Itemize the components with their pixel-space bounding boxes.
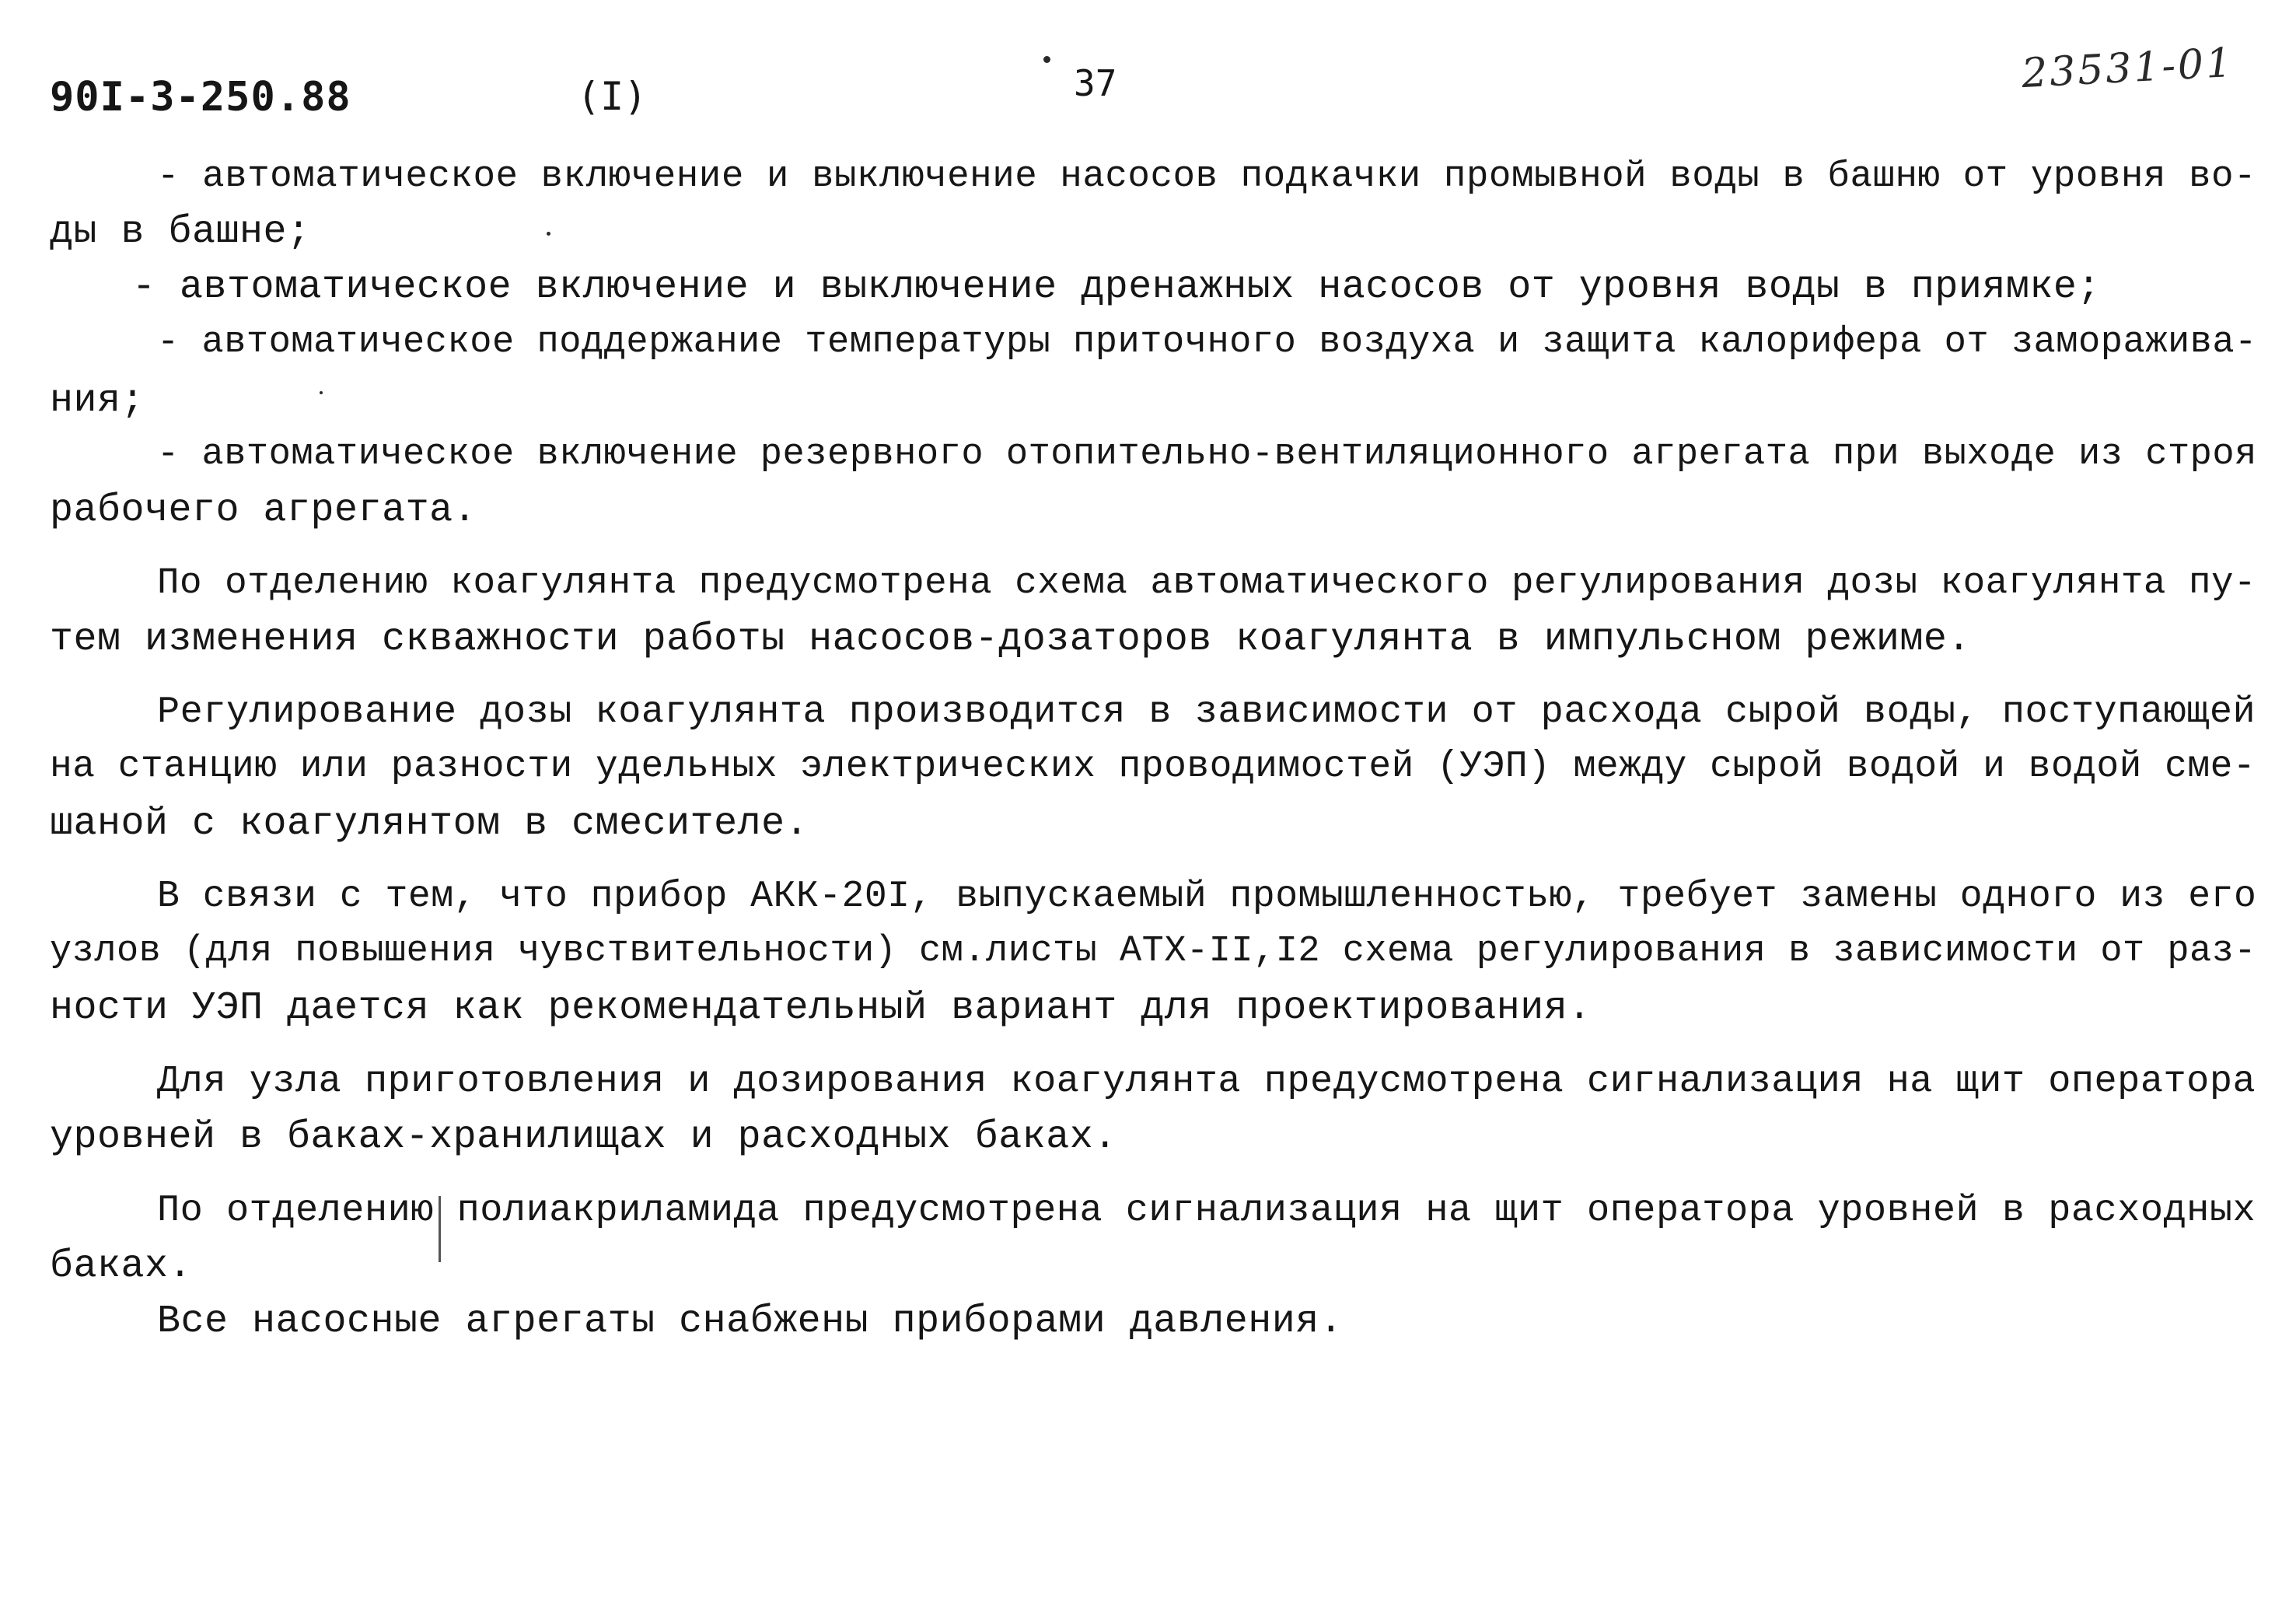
text-line: шаной с коагулянтом в смесителе. (50, 802, 809, 846)
text-line: узлов (для повышения чувствительности) см.листы АТХ-II,I2 схема регулирования в зависимости от раз- (50, 931, 2257, 972)
document-part: (I) (577, 74, 648, 119)
text-line: - автоматическое поддержание температуры приточного воздуха и защита калорифера от заморажива- (157, 322, 2257, 363)
text-line: уровней в баках-хранилищах и расходных баках. (50, 1115, 1117, 1160)
text-line: рабочего агрегата. (50, 488, 477, 533)
text-line: ды в башне; (50, 210, 311, 254)
text-line: Регулирование дозы коагулянта производится в зависимости от расхода сырой воды, поступающей (157, 691, 2256, 733)
ink-dot (547, 232, 550, 236)
text-line: По отделению коагулянта предусмотрена схема автоматического регулирования дозы коагулянта пу- (157, 562, 2257, 604)
text-line: - автоматическое включение резервного отопительно-вентиляционного агрегата при выходе из строя (157, 434, 2257, 475)
text-line: ности УЭП дается как рекомендательный вариант для проектирования. (50, 986, 1592, 1030)
text-line: тем изменения скважности работы насосов-дозаторов коагулянта в импульсном режиме. (50, 617, 1971, 662)
text-line: Все насосные агрегаты снабжены приборами давления. (157, 1299, 1344, 1344)
ink-dot (320, 391, 323, 394)
text-line: - автоматическое включение и выключение дренажных насосов от уровня воды в приямке; (132, 265, 2101, 310)
text-line: баках. (50, 1244, 193, 1289)
text-line: В связи с тем, что прибор АКК-20I, выпускаемый промышленностью, требует замены одного из его (157, 876, 2257, 918)
text-line: ния; (50, 379, 145, 423)
handwritten-number: 23531-01 (2020, 39, 2235, 98)
text-line: на станцию или разности удельных электрических проводимостей (УЭП) между сырой водой и водой сме- (50, 746, 2256, 788)
text-line: - автоматическое включение и выключение насосов подкачки промывной воды в башню от уровня во- (157, 156, 2257, 198)
text-line: По отделению полиакриламида предусмотрена сигнализация на щит оператора уровней в расходных (157, 1189, 2256, 1232)
text-line: Для узла приготовления и дозирования коагулянта предусмотрена сигнализация на щит оператора (157, 1060, 2256, 1103)
ink-dot (1043, 56, 1050, 63)
page-number: 37 (1074, 62, 1117, 104)
document-code: 90I-3-250.88 (50, 74, 351, 121)
